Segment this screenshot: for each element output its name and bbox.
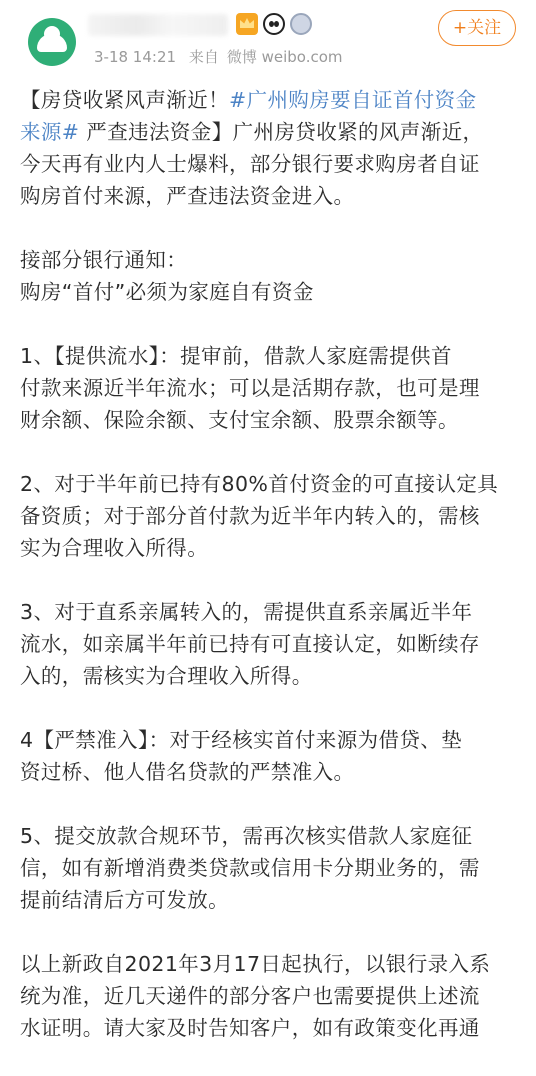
text-line: 入的，需核实为合理收入所得。	[20, 664, 313, 688]
text-line: 备资质；对于部分首付款为近半年内转入的，需核	[20, 504, 480, 528]
text-line: 以上新政自2021年3月17日起执行，以银行录入系	[20, 952, 491, 976]
post-meta	[94, 46, 351, 67]
topic-link[interactable]: #广州购房要自证首付资金	[229, 88, 477, 112]
post-paragraph-2	[20, 244, 520, 308]
text-line: 财余额、保险余额、支付宝余额、股票余额等。	[20, 408, 459, 432]
avatar[interactable]	[28, 18, 76, 66]
post-date: 3-18 14:21	[94, 48, 177, 66]
post-paragraph-7	[20, 820, 520, 916]
text-line: 5、提交放款合规环节，需再次核实借款人家庭征	[20, 824, 473, 848]
text-line: 资过桥、他人借名贷款的严禁准入。	[20, 760, 355, 784]
text-line: 提前结清后方可发放。	[20, 888, 229, 912]
post-source: 微博 weibo.com	[226, 48, 343, 66]
post-paragraph-4	[20, 468, 520, 564]
text-line: 信，如有新增消费类贷款或信用卡分期业务的，需	[20, 856, 480, 880]
post-paragraph-3	[20, 340, 520, 436]
post-paragraph-8	[20, 948, 520, 1044]
medal-badge-icon[interactable]	[290, 13, 312, 35]
text-line: 接部分银行通知：	[20, 248, 188, 272]
text-line: 付款来源近半年流水；可以是活期存款，也可是理	[20, 376, 480, 400]
text-line: 3、对于直系亲属转入的，需提供直系亲属近半年	[20, 600, 473, 624]
follow-button[interactable]: +关注	[438, 10, 516, 46]
text-line: 统为准，近几天递件的部分客户也需要提供上述流	[20, 984, 480, 1008]
crown-badge-icon[interactable]	[236, 13, 258, 35]
post-paragraph-1	[20, 84, 520, 212]
headline-start: 【房贷收紧风声渐近！	[20, 88, 229, 112]
text-line: 2、对于半年前已持有80%首付资金的可直接认定具	[20, 472, 499, 496]
text-line: 购房首付来源，严查违法资金进入。	[20, 184, 355, 208]
text-line	[20, 116, 520, 148]
username-blurred[interactable]	[88, 14, 228, 36]
text-line: 今天再有业内人士爆料，部分银行要求购房者自证	[20, 152, 480, 176]
source-prefix: 来自	[188, 48, 219, 66]
panda-badge-icon[interactable]	[263, 13, 285, 35]
text-line	[20, 84, 520, 116]
text-line: 购房“首付”必须为家庭自有资金	[20, 280, 314, 304]
text-line: 实为合理收入所得。	[20, 536, 209, 560]
headline-end: 严查违法资金】广州房贷收紧的风声渐近，	[79, 120, 484, 144]
topic-link-cont[interactable]: 来源#	[20, 120, 80, 144]
post-paragraph-5	[20, 596, 520, 692]
post-header	[0, 0, 536, 78]
text-line: 1、【提供流水】：提审前，借款人家庭需提供首	[20, 344, 452, 368]
text-line: 水证明。请大家及时告知客户，如有政策变化再通	[20, 1016, 480, 1040]
user-badges	[236, 12, 312, 36]
text-line: 流水，如亲属半年前已持有可直接认定，如断续存	[20, 632, 480, 656]
post-body	[20, 84, 520, 1076]
post-paragraph-6	[20, 724, 520, 788]
avatar-logo-icon	[37, 34, 67, 52]
text-line: 4【严禁准入】：对于经核实首付来源为借贷、垫	[20, 728, 463, 752]
